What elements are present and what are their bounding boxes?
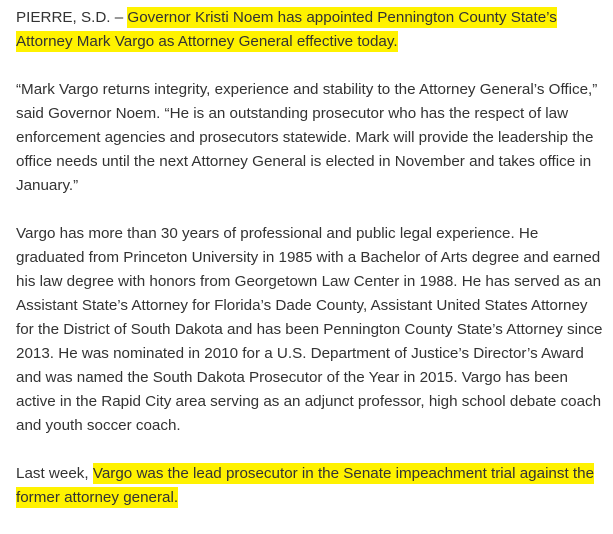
paragraph-impeachment — [16, 462, 606, 510]
paragraph-quote: “Mark Vargo returns integrity, experience and stability to the Attorney General’s Office,” said Governor Noem. “He is an outstanding prosecutor who has the respect of law enforcement agencies and prosecutors statewide. Mark will provide the leadership the office needs until the next Attorney General is elected in November and takes office in January.” — [16, 81, 598, 194]
paragraph-biography: Vargo has more than 30 years of professional and public legal experience. He graduated from Princeton University in 1985 with a Bachelor of Arts degree and earned his law degree with honors from Georgetown Law Center in 1988. He has served as an Assistant State’s Attorney for Florida’s Dade County, Assistant United States Attorney for the District of South Dakota and has been Pennington County State’s Attorney since 2013. He was nominated in 2010 for a U.S. Department of Justice’s Director’s Award and was named the South Dakota Prosecutor of the Year in 2015. Vargo has been active in the Rapid City area serving as an adjunct professor, high school debate coach and youth soccer coach. — [16, 225, 603, 434]
lead-text: Last week, — [16, 465, 93, 482]
article-body — [16, 6, 606, 534]
paragraph-appointment — [16, 6, 606, 54]
highlighted-text: Governor Kristi Noem has appointed Pennington County State’s Attorney Mark Vargo as Attorney General effective today. — [16, 9, 557, 50]
dateline: PIERRE, S.D. – — [16, 9, 128, 26]
highlighted-text: Vargo was the lead prosecutor in the Senate impeachment trial against the former attorney general. — [16, 465, 595, 506]
